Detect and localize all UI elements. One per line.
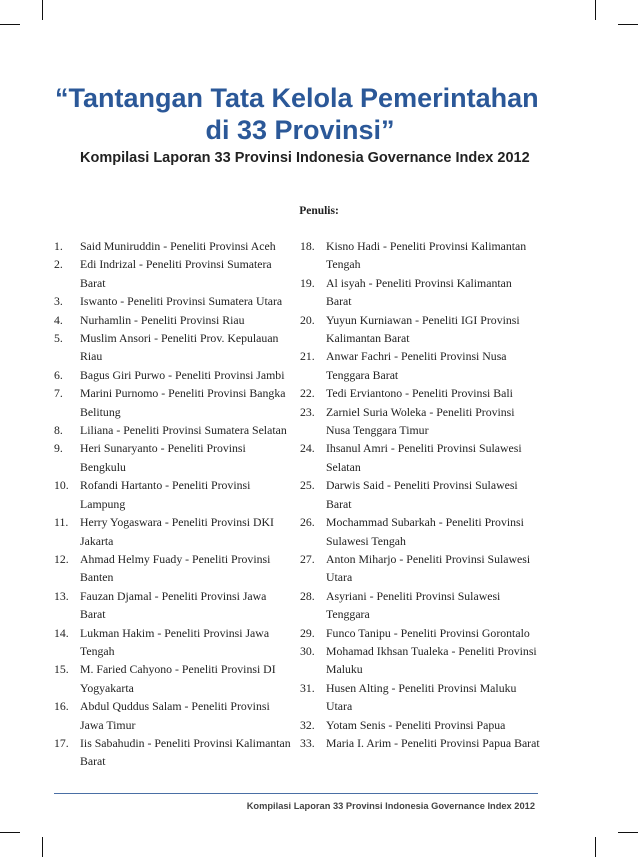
author-entry [54,587,294,624]
author-number: 14. [54,625,69,640]
author-number: 3. [54,294,63,309]
author-text: Rofandi Hartanto - Peneliti Provinsi Lampung [80,478,251,511]
author-number: 1. [54,239,63,253]
crop-mark [42,837,43,857]
author-number: 5. [54,331,63,346]
author-number: 29. [300,625,315,640]
author-number: 17. [54,735,69,750]
author-entry [300,587,540,624]
author-number: 13. [54,588,69,603]
author-text: Mohamad Ikhsan Tualeka - Peneliti Provinsi Maluku [326,643,537,677]
crop-mark [0,832,20,833]
author-number: 23. [300,404,315,419]
author-number: 9. [54,441,63,456]
author-number: 6. [54,367,63,382]
author-text: M. Faried Cahyono - Peneliti Provinsi DI Yogyakarta [80,662,276,695]
title-line-1: “Tantangan Tata Kelola Pemerintahan [55,83,539,113]
author-number: 19. [300,275,315,290]
author-entry [300,624,540,642]
crop-mark [618,832,638,833]
author-text: Muslim Ansori - Peneliti Prov. Kepulauan Riau [80,331,279,364]
author-number: 27. [300,551,315,566]
author-entry [54,734,294,771]
crop-mark [42,0,43,20]
author-number: 12. [54,551,69,566]
crop-mark [595,0,596,20]
subtitle: Kompilasi Laporan 33 Provinsi Indonesia Governance Index 2012 [80,150,530,166]
author-text: Iis Sabahudin - Peneliti Provinsi Kalimantan Barat [80,735,291,769]
author-text: Anton Miharjo - Peneliti Provinsi Sulawesi Utara [326,551,531,585]
author-entry [54,513,294,550]
author-entry [300,679,540,716]
authors-list-right [300,237,540,752]
author-text: Maria I. Arim - Peneliti Provinsi Papua Barat [326,735,540,750]
author-text: Funco Tanipu - Peneliti Provinsi Gorontalo [326,625,530,640]
author-number: 26. [300,515,315,530]
author-text: Iswanto - Peneliti Provinsi Sumatera Utara [80,294,283,309]
author-entry [300,550,540,587]
author-number: 15. [54,662,69,677]
author-text: Yuyun Kurniawan - Peneliti IGI Provinsi Kalimantan Barat [326,312,520,346]
author-entry [300,237,540,274]
author-number: 30. [300,643,315,658]
author-entry [54,421,294,439]
author-text: Bagus Giri Purwo - Peneliti Provinsi Jambi [80,367,285,382]
crop-mark [0,24,20,25]
author-number: 8. [54,423,63,438]
author-number: 32. [300,717,315,732]
author-text: Mochammad Subarkah - Peneliti Provinsi Sulawesi Tengah [326,515,524,548]
crop-mark [595,837,596,857]
author-entry [54,311,294,329]
author-text: Asyriani - Peneliti Provinsi Sulawesi Tenggara [326,588,501,622]
author-entry [300,734,540,752]
author-entry [54,439,294,476]
authors-heading: Penulis: [299,205,339,217]
author-text: Husen Alting - Peneliti Provinsi Maluku Utara [326,680,517,714]
author-text: Kisno Hadi - Peneliti Provinsi Kalimantan Tengah [326,239,527,272]
author-entry [300,403,540,440]
author-text: Ihsanul Amri - Peneliti Provinsi Sulawesi Selatan [326,441,522,474]
author-entry [54,329,294,366]
author-number: 22. [300,386,315,401]
author-entry [54,292,294,310]
author-entry [300,311,540,348]
author-number: 31. [300,680,315,695]
author-number: 24. [300,441,315,456]
author-entry [300,716,540,734]
author-entry [300,384,540,402]
author-entry [54,697,294,734]
author-entry [300,513,540,550]
author-entry [54,237,294,255]
author-entry [54,384,294,421]
author-text: Said Muniruddin - Peneliti Provinsi Aceh [80,239,276,253]
author-entry [54,255,294,292]
author-entry [54,660,294,697]
author-entry [54,624,294,661]
author-text: Marini Purnomo - Peneliti Provinsi Bangka Belitung [80,386,286,419]
author-number: 4. [54,312,63,327]
authors-list-left [54,237,294,771]
author-number: 7. [54,386,63,401]
author-text: Nurhamlin - Peneliti Provinsi Riau [80,312,245,327]
author-text: Ahmad Helmy Fuady - Peneliti Provinsi Banten [80,551,271,585]
author-entry [300,476,540,513]
author-number: 25. [300,478,315,493]
footer-text: Kompilasi Laporan 33 Provinsi Indonesia Governance Index 2012 [246,801,535,811]
author-number: 28. [300,588,315,603]
author-number: 18. [300,239,315,253]
author-text: Herry Yogaswara - Peneliti Provinsi DKI Jakarta [80,515,274,548]
author-entry [54,366,294,384]
author-text: Anwar Fachri - Peneliti Provinsi Nusa Tenggara Barat [326,349,507,382]
author-number: 11. [54,515,69,530]
title-line-2: di 33 Provinsi” [205,115,395,145]
author-text: Edi Indrizal - Peneliti Provinsi Sumatera Barat [80,257,272,290]
author-text: Fauzan Djamal - Peneliti Provinsi Jawa Barat [80,588,267,622]
crop-mark [618,24,638,25]
author-entry [300,439,540,476]
author-number: 10. [54,478,69,493]
author-number: 21. [300,349,315,364]
author-text: Lukman Hakim - Peneliti Provinsi Jawa Tengah [80,625,270,658]
author-number: 33. [300,735,315,750]
author-entry [300,274,540,311]
author-text: Abdul Quddus Salam - Peneliti Provinsi Jawa Timur [80,699,270,732]
author-text: Tedi Erviantono - Peneliti Provinsi Bali [326,386,513,401]
author-number: 16. [54,699,69,714]
author-text: Al isyah - Peneliti Provinsi Kalimantan Barat [326,275,512,309]
author-number: 20. [300,312,315,327]
author-entry [300,347,540,384]
page-title [40,82,560,146]
author-text: Yotam Senis - Peneliti Provinsi Papua [326,717,506,732]
author-entry [54,476,294,513]
author-text: Darwis Said - Peneliti Provinsi Sulawesi Barat [326,478,518,511]
author-entry [300,642,540,679]
author-text: Heri Sunaryanto - Peneliti Provinsi Bengkulu [80,441,246,474]
author-text: Liliana - Peneliti Provinsi Sumatera Selatan [80,423,287,438]
author-text: Zarniel Suria Woleka - Peneliti Provinsi Nusa Tenggara Timur [326,404,515,438]
author-number: 2. [54,257,63,272]
author-entry [54,550,294,587]
footer-divider [54,793,538,794]
